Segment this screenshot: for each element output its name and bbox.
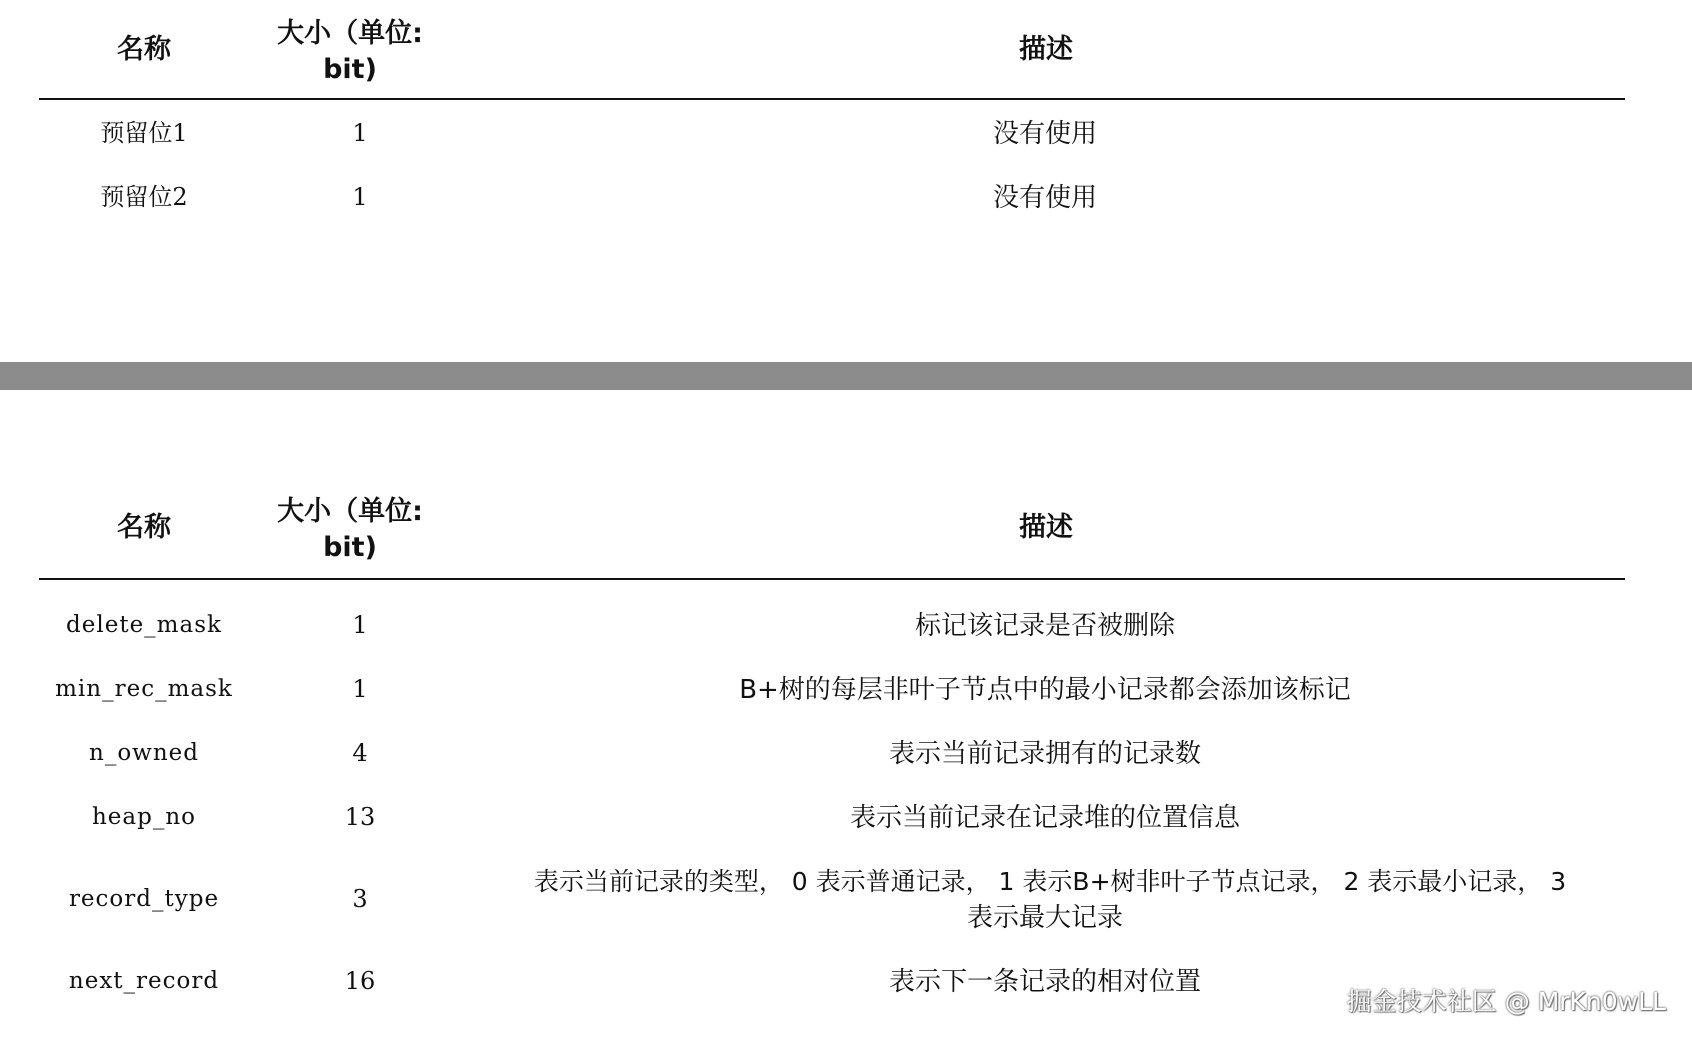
row-record-type-size: 3 [352, 885, 368, 913]
row-min-rec-mask-desc: B+树的每层非叶子节点中的最小记录都会添加该标记 [739, 675, 1351, 705]
row-reserved2-size: 1 [352, 183, 368, 211]
row-heap-no-desc: 表示当前记录在记录堆的位置信息 [849, 803, 1240, 833]
row-record-type-desc-line1: 表示当前记录的类型， 0 表示普通记录， 1 表示B+树非叶子节点记录， 2 表示最小记录， 3 [533, 867, 1567, 896]
header-desc: 描述 [1019, 512, 1073, 543]
header-desc: 描述 [1019, 34, 1073, 65]
row-n-owned-size: 4 [352, 739, 368, 767]
header-size-line1: 大小（单位: [277, 496, 423, 527]
row-delete-mask-desc: 标记该记录是否被删除 [914, 611, 1175, 641]
row-reserved1-name: 预留位1 [100, 119, 188, 147]
row-delete-mask-size: 1 [352, 611, 368, 639]
table-panel-header-bits [0, 390, 1692, 1046]
row-record-type-desc-line2: 表示最大记录 [966, 903, 1123, 933]
row-heap-no-size: 13 [344, 803, 376, 831]
row-next-record-name: next_record [68, 968, 220, 994]
row-next-record-size: 16 [344, 967, 376, 995]
header-name: 名称 [117, 34, 171, 65]
table-panel-reserved [0, 0, 1692, 362]
row-delete-mask-name: delete_mask [66, 612, 222, 638]
header-name: 名称 [117, 512, 171, 543]
row-reserved1-desc: 没有使用 [992, 119, 1097, 149]
row-reserved2-name: 预留位2 [100, 183, 188, 211]
row-min-rec-mask-name: min_rec_mask [55, 676, 233, 702]
watermark-text: 掘金技术社区 @ MrKn0wLL [1346, 987, 1666, 1016]
row-reserved1-size: 1 [352, 119, 368, 147]
row-reserved2-desc: 没有使用 [992, 183, 1097, 213]
row-min-rec-mask-size: 1 [352, 675, 368, 703]
row-heap-no-name: heap_no [91, 804, 197, 830]
panel-divider [0, 362, 1692, 390]
header-size-line2: bit) [323, 532, 377, 563]
row-record-type-name: record_type [68, 886, 220, 912]
header-size-line2: bit) [323, 54, 377, 85]
row-next-record-desc: 表示下一条记录的相对位置 [888, 967, 1201, 997]
header-rule [39, 98, 1625, 100]
header-size-line1: 大小（单位: [277, 18, 423, 49]
header-rule [39, 578, 1625, 580]
row-n-owned-desc: 表示当前记录拥有的记录数 [888, 739, 1201, 769]
row-n-owned-name: n_owned [89, 740, 199, 766]
